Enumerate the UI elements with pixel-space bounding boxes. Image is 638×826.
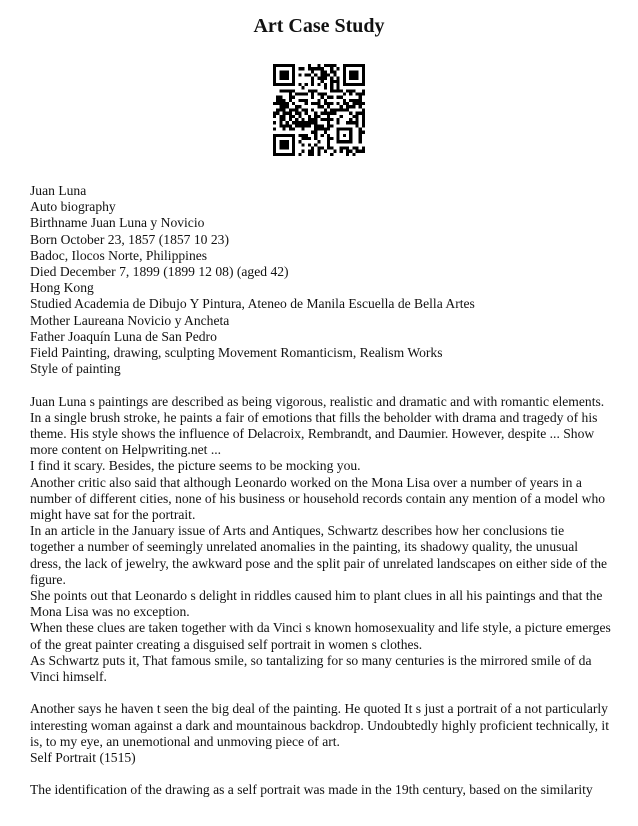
- profile-line: Studied Academia de Dibujo Y Pintura, Ateneo de Manila Escuella de Bella Artes: [30, 296, 475, 312]
- profile-line: Badoc, Ilocos Norte, Philippines: [30, 247, 208, 263]
- paragraph: As Schwartz puts it, That famous smile, so tantalizing for so many centuries is the mirrored smile of da Vinci himself.: [30, 652, 592, 685]
- self-portrait-section: [30, 782, 612, 798]
- profile-line: Father Joaquín Luna de San Pedro: [30, 328, 217, 344]
- profile-line: Mother Laureana Novicio y Ancheta: [30, 312, 230, 328]
- paragraph: Self Portrait (1515): [30, 750, 136, 766]
- paragraph: When these clues are taken together with da Vinci s known homosexuality and life style, a picture emerges of the great painter creating a disguised self portrait in women s clothes.: [30, 620, 611, 652]
- paragraph: Another says he haven t seen the big deal of the painting. He quoted It s just a portrait of a not particularly interesting woman against a dark and mountainous backdrop. Undoubtedly highly proficient technically, it is, to my eye, an unemotional and unmoving piece of art.: [30, 701, 609, 749]
- paragraph: I find it scary. Besides, the picture seems to be mocking you.: [30, 458, 361, 474]
- profile-line: Field Painting, drawing, sculpting Movement Romanticism, Realism Works: [30, 345, 443, 361]
- paragraph: Another critic also said that although Leonardo worked on the Mona Lisa over a number of years in a number of different cities, none of his business or household records contain any mention of a model who might have sat for the portrait.: [30, 474, 606, 523]
- profile-line: Style of painting: [30, 361, 121, 377]
- qr-code-icon: [273, 64, 365, 156]
- paragraph: Juan Luna s paintings are described as being vigorous, realistic and dramatic and with romantic elements. In a single brush stroke, he paints a fair of emotions that fills the beholder with drama and tragedy of his theme. His style shows the influence of Delacroix, Rembrandt, and Daumier. However, despite ... Show more content on Helpwriting.net ...: [30, 393, 605, 458]
- critique-section: [30, 701, 612, 766]
- document-body: [30, 183, 612, 799]
- commentary-section: [30, 394, 612, 686]
- profile-line: Auto biography: [30, 199, 116, 215]
- paragraph: The identification of the drawing as a self portrait was made in the 19th century, based on the similarity: [30, 782, 593, 798]
- paragraph: In an article in the January issue of Arts and Antiques, Schwartz describes how her conclusions tie together a number of seemingly unrelated anomalies in the painting, its shadowy quality, the unusual dress, the lack of jewelry, the awkward pose and the split pair of unrelated landscapes on either side of the figure.: [30, 523, 608, 587]
- paragraph: She points out that Leonardo s delight in riddles caused him to plant clues in all his paintings and that the Mona Lisa was no exception.: [30, 588, 603, 620]
- profile-line: Died December 7, 1899 (1899 12 08) (aged 42): [30, 264, 289, 280]
- profile-line: Born October 23, 1857 (1857 10 23): [30, 231, 229, 247]
- profile-line: Hong Kong: [30, 280, 94, 296]
- profile-section: [30, 183, 612, 377]
- document-title: Art Case Study: [253, 15, 385, 37]
- profile-line: Juan Luna: [30, 183, 87, 198]
- profile-line: Birthname Juan Luna y Novicio: [30, 215, 205, 231]
